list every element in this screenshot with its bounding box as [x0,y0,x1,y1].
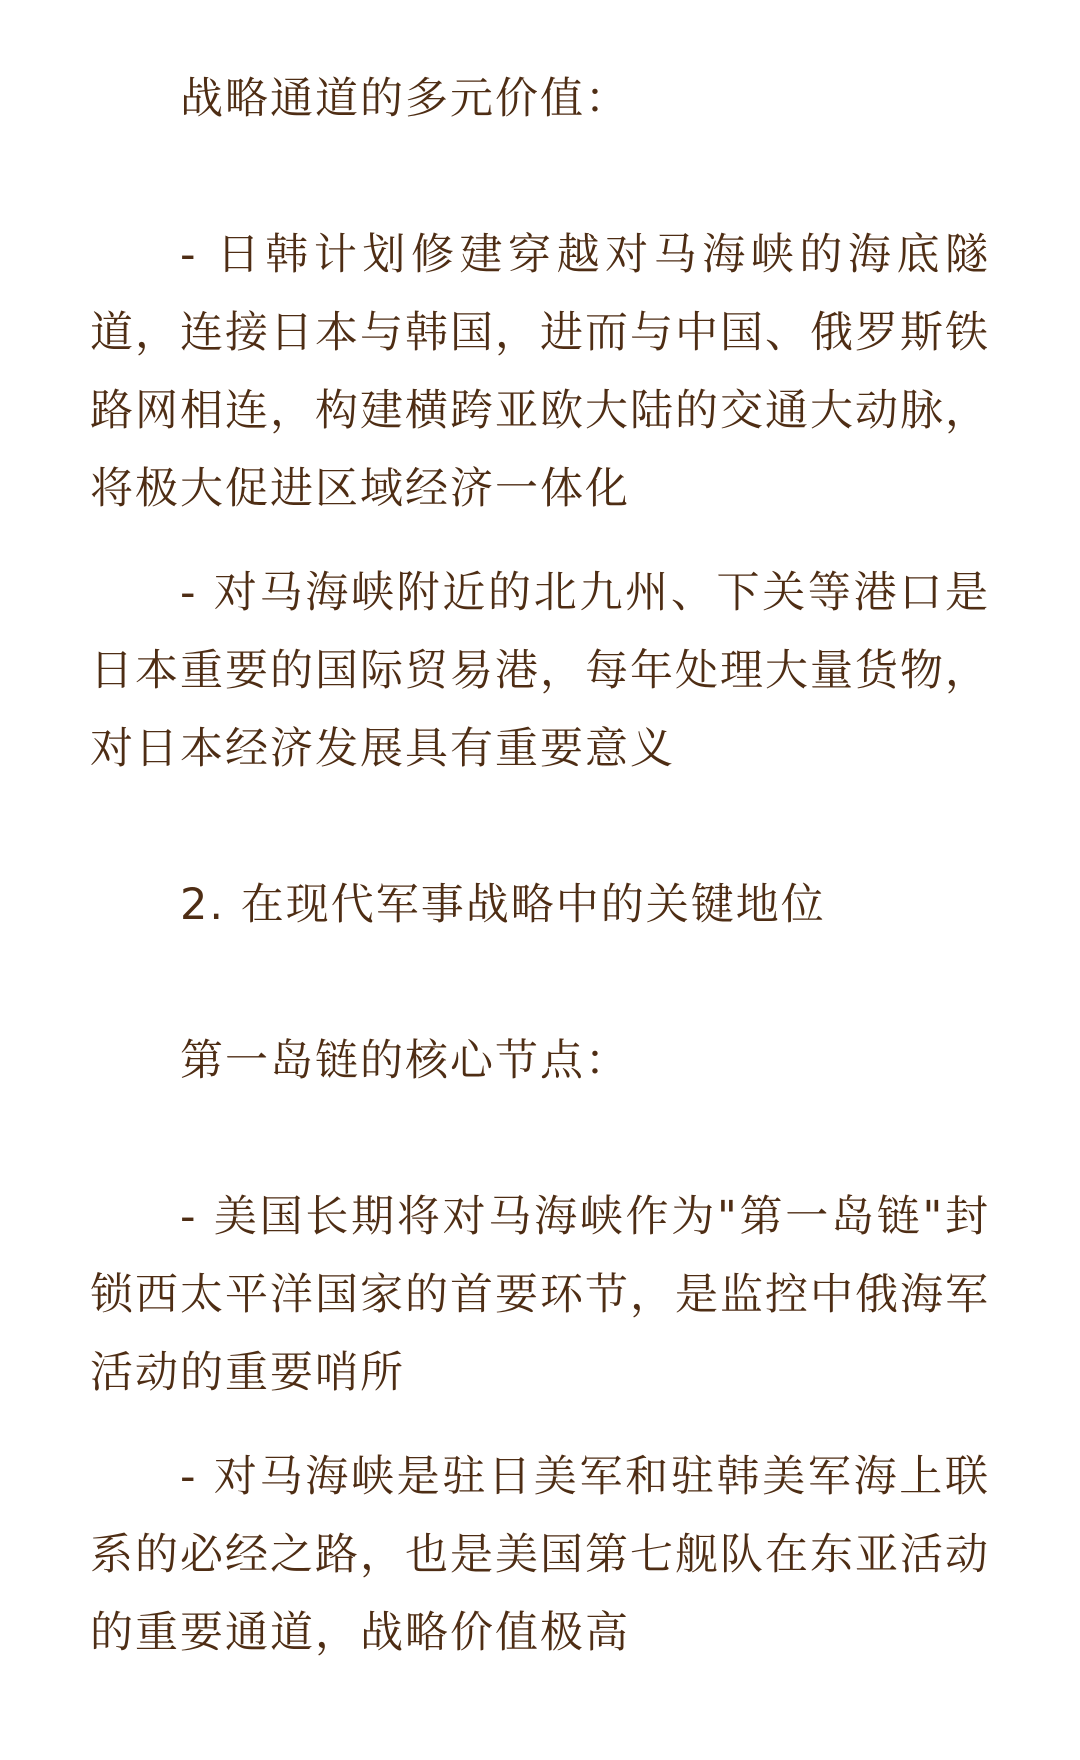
spacer [90,788,990,866]
spacer [90,138,990,216]
paragraph-first-island-chain: - 美国长期将对马海峡作为"第一岛链"封锁西太平洋国家的首要环节，是监控中俄海军活动的重要哨所 [90,1192,990,1398]
section-heading-military: 2. 在现代军事战略中的关键地位 [180,880,826,930]
spacer [90,1412,990,1438]
article-body [90,60,990,1672]
paragraph-us-forces: - 对马海峡是驻日美军和驻韩美军海上联系的必经之路，也是美国第七舰队在东亚活动的重要通道，战略价值极高 [90,1452,990,1658]
spacer [90,1100,990,1178]
section-heading-strategic-channel: 战略通道的多元价值： [180,74,630,124]
paragraph-undersea-tunnel: - 日韩计划修建穿越对马海峡的海底隧道，连接日本与韩国，进而与中国、俄罗斯铁路网相连，构建横跨亚欧大陆的交通大动脉，将极大促进区域经济一体化 [90,230,990,514]
paragraph-ports: - 对马海峡附近的北九州、下关等港口是日本重要的国际贸易港，每年处理大量货物，对日本经济发展具有重要意义 [90,568,990,774]
spacer [90,528,990,554]
section-heading-island-chain: 第一岛链的核心节点： [180,1036,630,1086]
spacer [90,944,990,1022]
